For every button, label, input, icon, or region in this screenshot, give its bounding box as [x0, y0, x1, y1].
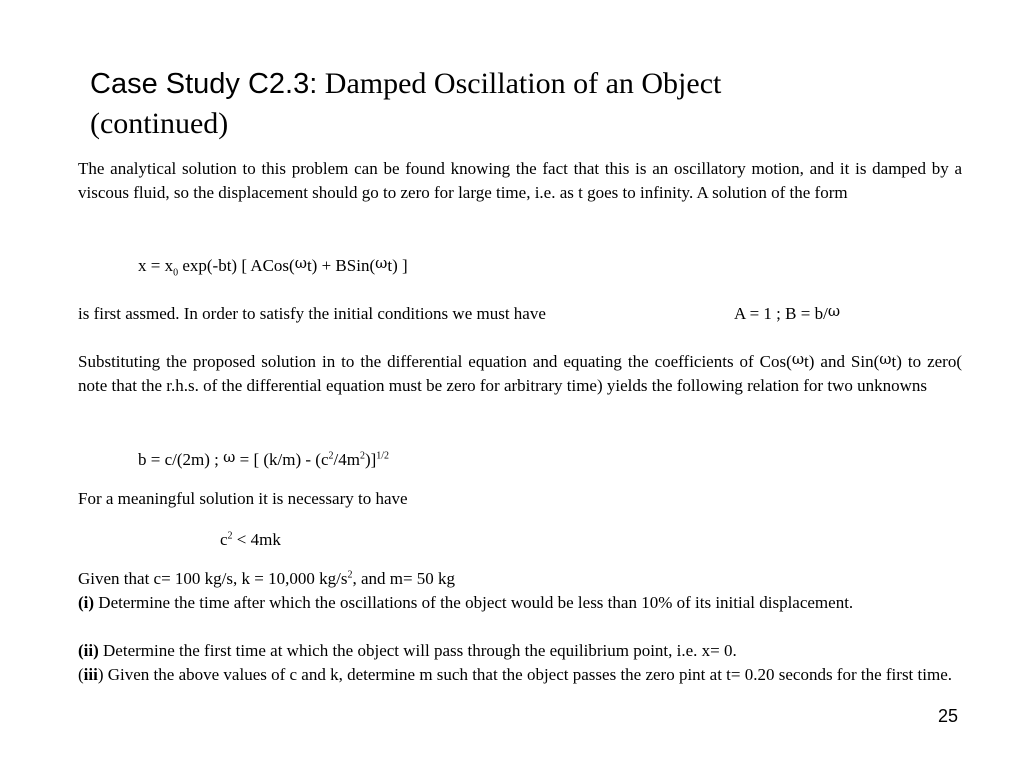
question-label: (ii): [78, 641, 99, 660]
equation-unknowns: [138, 448, 389, 472]
paragraph-meaningful-solution: For a meaningful solution it is necessary to have: [78, 489, 408, 508]
eq1-part: t) + BSin(: [306, 256, 376, 275]
eq2-superscript: 2: [328, 450, 334, 462]
eq1-part: t) ]: [387, 256, 408, 275]
substitution-text: t) to zero( note that the r.h.s. of the differential equation must be zero for arbitrary time) yields the following relation for two unknowns: [78, 352, 962, 395]
slide-title: [90, 64, 970, 144]
conditions-expression: A = 1 ; B = b/: [734, 304, 828, 323]
eq1-part: exp(-bt) [ ACos(: [178, 256, 295, 275]
title-continued: (continued): [90, 107, 229, 140]
omega-symbol: ω: [879, 350, 892, 368]
omega-symbol: ω: [791, 350, 805, 368]
initial-conditions-values: [734, 302, 840, 326]
paragraph-intro: The analytical solution to this problem can be found knowing the fact that this is an oscillatory motion, and it is damped by a viscous fluid, so the displacement should go to zero for large time, i.e. as t goes to infinity. A solution of the form: [78, 159, 962, 202]
given-superscript: 2: [347, 569, 353, 581]
omega-symbol: ω: [827, 302, 841, 320]
equation-solution-form: [138, 254, 408, 278]
substitution-text: Substituting the proposed solution in to the differential equation and equating the coefficients of Cos(: [78, 352, 792, 371]
question-label-paren: ): [97, 665, 104, 684]
eq2-part: /4m: [333, 450, 360, 469]
equation-inequality: [220, 528, 281, 552]
question-text: Determine the first time at which the object will pass through the equilibrium point, i.e. x= 0.: [98, 641, 737, 660]
question-2: [78, 639, 962, 663]
question-3: [78, 663, 962, 687]
eq3-part: < 4mk: [232, 530, 281, 549]
eq3-part: c: [220, 530, 228, 549]
page-number: 25: [938, 706, 959, 726]
question-text: Given the above values of c and k, determine m such that the object passes the zero pint at t= 0.20 seconds for the first time.: [103, 665, 952, 684]
eq2-part: b = c/(2m) ;: [138, 450, 224, 469]
eq3-superscript: 2: [227, 530, 233, 542]
question-label: iii: [83, 665, 98, 684]
paragraph-initial-conditions: [78, 302, 546, 326]
eq1-subscript: 0: [173, 267, 179, 279]
paragraph-substitution: [78, 350, 962, 398]
given-values: [78, 567, 455, 591]
question-text: Determine the time after which the oscillations of the object would be less than 10% of its initial displacement.: [94, 593, 854, 612]
eq1-part: x = x: [138, 256, 174, 275]
eq2-part: = [ (k/m) - (c: [235, 450, 329, 469]
eq2-superscript: 2: [359, 450, 365, 462]
question-1: [78, 591, 962, 615]
omega-symbol: ω: [223, 448, 236, 466]
title-case-study: Case Study C2.3:: [90, 68, 318, 100]
given-text: , and m= 50 kg: [352, 569, 456, 588]
eq2-superscript: 1/2: [376, 450, 390, 462]
title-topic: Damped Oscillation of an Object: [324, 67, 722, 100]
omega-symbol: ω: [294, 254, 307, 272]
question-label: (i): [78, 593, 95, 612]
question-label-paren: (: [78, 665, 84, 684]
substitution-text: t) and Sin(: [804, 352, 880, 371]
initial-conditions-text: is first assmed. In order to satisfy the initial conditions we must have: [78, 304, 546, 323]
eq2-part: )]: [364, 450, 377, 469]
omega-symbol: ω: [375, 254, 388, 272]
given-text: Given that c= 100 kg/s, k = 10,000 kg/s: [78, 569, 348, 588]
